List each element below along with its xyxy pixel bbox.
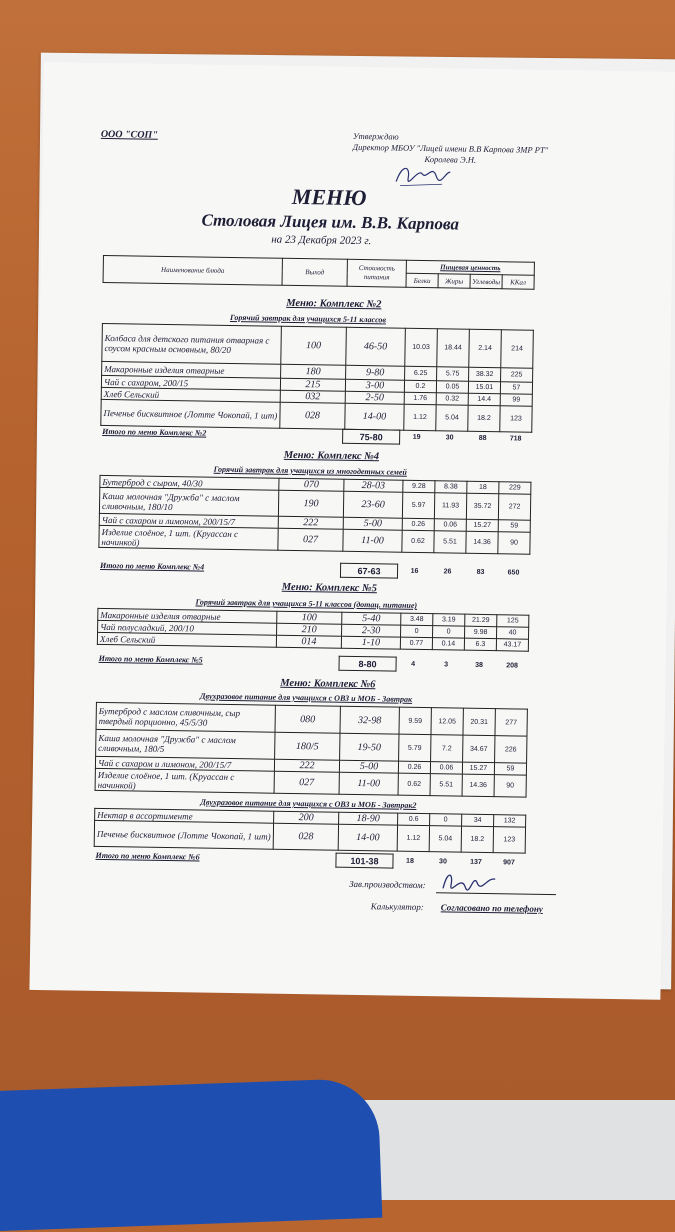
dish-output: 027: [278, 528, 343, 551]
dish-protein: 0.62: [398, 773, 430, 795]
dish-carbs: 14.36: [462, 774, 494, 796]
total-carbs: 88: [478, 434, 487, 442]
col-protein-header: Белки: [406, 273, 438, 288]
dish-kcal: 123: [500, 406, 532, 432]
approval-text: Директор МБОУ "Лицей имени В.В Карпова ЗМР РТ": [352, 141, 549, 155]
dish-carbs: 34.67: [463, 735, 495, 762]
total-kcal: 650: [507, 569, 520, 577]
dish-protein: 10.03: [405, 328, 438, 366]
dish-protein: 5.79: [399, 734, 431, 761]
dish-protein: 9.59: [399, 707, 431, 734]
dish-fat: 0.06: [434, 519, 466, 532]
dish-price: 14-00: [345, 403, 404, 430]
dish-fat: 3.19: [433, 614, 465, 627]
dish-name: Бутерброд с сыром, 40/30: [100, 475, 279, 490]
dish-fat: 18.44: [437, 329, 470, 367]
dish-carbs: 20.31: [463, 708, 495, 735]
col-carbs-header: Углеводы: [470, 274, 502, 289]
menu-table: [98, 475, 531, 555]
canteen-name: Столовая Лицея им. В.В. Карпова: [201, 210, 460, 234]
dish-carbs: 15.01: [468, 381, 500, 394]
chief-label: Зав.производством:: [349, 878, 426, 891]
total-row: [335, 853, 525, 871]
total-row: [340, 563, 530, 581]
total-fat: 26: [443, 568, 452, 576]
dish-output: 027: [274, 771, 339, 794]
total-row: [338, 656, 528, 674]
calculator-label: Калькулятор:: [370, 901, 424, 913]
dish-protein: 0.62: [402, 530, 434, 552]
dish-kcal: 277: [495, 709, 527, 736]
dish-price: 28-03: [344, 479, 403, 492]
menu-table: [100, 323, 534, 433]
total-fat: 30: [439, 858, 447, 866]
dish-kcal: 125: [497, 615, 529, 628]
dish-output: 100: [277, 611, 342, 624]
dish-price: 11-00: [339, 772, 398, 795]
dish-kcal: 123: [493, 827, 525, 853]
col-fat-header: Жиры: [438, 274, 470, 289]
dish-carbs: 15.27: [466, 519, 498, 532]
col-price-header: Стоимость питания: [347, 259, 406, 287]
total-fat: 30: [445, 434, 454, 442]
dish-name: Печенье бисквитное (Лотте Чокопай, 1 шт): [101, 399, 280, 428]
total-label: Итого по меню Комплекс №5: [98, 653, 203, 665]
dish-protein: 0.26: [398, 761, 430, 774]
total-kcal: 907: [503, 859, 515, 867]
col-nutrition-header: Пищевая ценность: [406, 260, 534, 275]
dish-output: 028: [273, 823, 338, 850]
dish-kcal: 132: [494, 815, 526, 828]
dish-fat: 5.04: [436, 405, 468, 431]
dish-output: 180: [281, 364, 346, 379]
page-title: МЕНЮ: [291, 183, 367, 211]
total-protein: 16: [410, 567, 419, 575]
dish-protein: 1.12: [404, 404, 436, 430]
dish-name: Каша молочная "Дружба" с маслом сливочным, 180/5: [96, 729, 275, 759]
dish-fat: 5.51: [430, 774, 462, 796]
calculator-value: Согласовано по телефону: [440, 902, 543, 914]
dish-kcal: 59: [498, 520, 530, 533]
dish-carbs: 6.3: [464, 638, 496, 651]
total-protein: 18: [406, 857, 414, 865]
dish-price: 1-10: [341, 636, 400, 649]
dish-kcal: 40: [496, 627, 528, 640]
col-kcal-header: ККал: [502, 275, 534, 290]
dish-name: Изделие слоёное, 1 шт. (Круассан с начинкой): [95, 768, 274, 793]
dish-name: Нектар в ассортименте: [95, 808, 274, 823]
total-carbs: 137: [470, 858, 482, 866]
section-title: Меню: Комплекс №6: [280, 677, 376, 691]
dish-kcal: 90: [498, 532, 530, 554]
total-carbs: 38: [475, 661, 484, 669]
dish-fat: 5.04: [429, 826, 461, 852]
total-kcal: 208: [506, 662, 518, 670]
menu-date: на 23 Декабря 2023 г.: [271, 233, 372, 248]
approval-block: [352, 131, 582, 168]
subsection-title: Горячий завтрак для учащихся из многодетных семей: [213, 464, 407, 477]
dish-price: 5-00: [343, 517, 402, 530]
dish-fat: 8.38: [435, 481, 467, 494]
dish-protein: 0: [401, 625, 433, 638]
dish-price: 2-30: [342, 624, 401, 637]
dish-carbs: 14.36: [466, 531, 498, 553]
section-title: Меню: Комплекс №5: [281, 581, 378, 595]
dish-protein: 5.97: [402, 492, 434, 518]
director-signature-icon: [392, 159, 452, 190]
subsection-title: Горячий завтрак для учащихся 5-11 классов: [229, 312, 387, 325]
total-values: [343, 429, 533, 446]
total-fat: 3: [444, 661, 449, 669]
dish-fat: 0: [433, 626, 465, 639]
dish-carbs: 18.2: [461, 826, 493, 852]
dish-output: 210: [277, 623, 342, 636]
dish-name: Хлеб Сельский: [101, 387, 280, 402]
total-protein: 19: [412, 433, 421, 441]
col-output-header: Выход: [282, 258, 347, 286]
dish-carbs: 38.32: [469, 367, 501, 382]
approval-label: Утверждаю: [352, 130, 399, 142]
dish-protein: 6.25: [405, 366, 437, 381]
dish-price: 11-00: [343, 529, 402, 552]
dish-carbs: 15.27: [462, 762, 494, 775]
dish-protein: 0.6: [398, 813, 430, 826]
chief-signature-icon: [439, 868, 499, 895]
dish-fat: 5.51: [434, 531, 466, 553]
dish-name: Каша молочная "Дружба" с маслом сливочным, 180/10: [99, 487, 278, 516]
dish-carbs: 14.4: [468, 393, 500, 406]
dish-output: 180/5: [275, 732, 340, 760]
total-label: Итого по меню Комплекс №2: [102, 426, 207, 438]
dish-carbs: 35.72: [466, 493, 498, 519]
dish-fat: 0.06: [430, 762, 462, 775]
menu-document: [29, 62, 674, 1000]
dish-fat: 0.32: [436, 393, 468, 406]
dish-kcal: 272: [498, 494, 530, 520]
column-header-table: [103, 255, 535, 290]
subsection-title: Двухразовое питание для учащихся с ОВЗ и МОБ - Завтрак2: [200, 797, 417, 810]
dish-carbs: 21.29: [465, 614, 497, 627]
total-carbs: 83: [476, 568, 485, 576]
dish-carbs: 2.14: [469, 329, 502, 367]
dish-kcal: 43.17: [496, 639, 528, 652]
dish-name: Чай полусладкий, 200/10: [98, 620, 277, 635]
dish-price: 46-50: [346, 327, 406, 366]
dish-kcal: 99: [500, 394, 532, 407]
dish-price: 19-50: [340, 733, 399, 761]
dish-protein: 0.26: [402, 518, 434, 531]
dish-fat: 7.2: [431, 735, 463, 762]
dish-name: Изделие слоёное, 1 шт. (Круассан с начинкой): [99, 525, 278, 550]
subsection-title: Горячий завтрак для учащихся 5-11 классов (дотац. питание): [195, 597, 418, 610]
dish-output: 070: [279, 478, 344, 491]
dish-output: 080: [275, 705, 340, 733]
dish-output: 222: [278, 516, 343, 529]
blue-chair: [0, 1078, 382, 1232]
total-price: 75-80: [343, 429, 400, 444]
dish-fat: 11.93: [434, 493, 466, 519]
dish-output: 200: [274, 811, 339, 824]
dish-price: 2-50: [345, 391, 404, 404]
dish-output: 032: [280, 390, 345, 403]
subsection-title: Двухразовое питание для учащихся с ОВЗ и МОБ - Завтрак: [199, 691, 413, 704]
dish-price: 3-00: [345, 379, 404, 392]
dish-kcal: 226: [495, 736, 527, 763]
dish-kcal: 90: [494, 775, 526, 797]
total-values: [336, 853, 526, 870]
dish-output: 028: [280, 402, 345, 429]
total-price: 101-38: [336, 853, 393, 868]
section-title: Меню: Комплекс №2: [286, 297, 382, 311]
total-protein: 4: [411, 660, 416, 668]
menu-table: [95, 702, 528, 798]
dish-name: Чай с сахаром, 200/15: [101, 375, 280, 390]
dish-price: 18-90: [339, 812, 398, 825]
total-kcal: 718: [509, 435, 522, 443]
dish-price: 5-00: [339, 760, 398, 773]
menu-row: [94, 820, 525, 853]
dish-protein: 3.48: [401, 613, 433, 626]
total-price: 67-63: [340, 563, 397, 578]
dish-kcal: 214: [501, 330, 534, 368]
dish-carbs: 9.98: [465, 626, 497, 639]
menu-table: [94, 808, 527, 854]
dish-output: 190: [278, 490, 343, 517]
dish-protein: 0.2: [404, 380, 436, 393]
approver-name: Королева Э.Н.: [424, 153, 477, 165]
dish-fat: 12.05: [431, 708, 463, 735]
dish-price: 9-80: [346, 365, 405, 380]
dish-price: 14-00: [338, 824, 397, 851]
total-label: Итого по меню Комплекс №6: [95, 850, 200, 862]
dish-output: 014: [276, 635, 341, 648]
total-label: Итого по меню Комплекс №4: [100, 560, 205, 572]
dish-name: Колбаса для детского питания отварная с соусом красным основным, 80/20: [102, 323, 282, 364]
dish-protein: 1.12: [397, 825, 429, 851]
dish-fat: 0.05: [436, 381, 468, 394]
dish-protein: 0.77: [400, 637, 432, 650]
total-values: [340, 563, 530, 580]
organization-name: ООО "СОП": [100, 128, 158, 141]
dish-carbs: 34: [462, 814, 494, 827]
dish-output: 215: [280, 378, 345, 391]
dish-fat: 5.75: [437, 367, 469, 382]
total-price: 8-80: [339, 656, 396, 671]
dish-protein: 9.28: [403, 480, 435, 493]
dish-carbs: 18.2: [468, 405, 500, 431]
dish-output: 222: [274, 759, 339, 772]
dish-output: 100: [281, 326, 347, 365]
dish-name: Хлеб Сельский: [97, 632, 276, 647]
total-values: [339, 656, 529, 673]
menu-table: [97, 608, 530, 652]
dish-kcal: 57: [500, 382, 532, 395]
dish-kcal: 229: [499, 482, 531, 495]
dish-fat: 0: [430, 814, 462, 827]
dish-name: Печенье бисквитное (Лотте Чокопай, 1 шт): [94, 820, 273, 849]
section-title: Меню: Комплекс №4: [283, 449, 380, 463]
dish-carbs: 18: [467, 481, 499, 494]
dish-name: Бутерброд с маслом сливочным, сыр твердый порционно, 45/5/30: [96, 702, 275, 732]
dish-protein: 1.76: [404, 392, 436, 405]
dish-kcal: 225: [501, 368, 533, 383]
dish-price: 32-98: [340, 706, 399, 734]
dish-fat: 0.14: [432, 638, 464, 651]
dish-name: Макаронные изделия отварные: [102, 361, 281, 378]
dish-name: Чай с сахаром и лимоном, 200/15/7: [95, 756, 274, 771]
total-row: [342, 429, 532, 447]
dish-price: 23-60: [343, 491, 402, 518]
dish-name: Чай с сахаром и лимоном, 200/15/7: [99, 513, 278, 528]
col-name-header: Наименование блюда: [103, 255, 282, 285]
dish-price: 5-40: [342, 612, 401, 625]
dish-name: Макаронные изделия отварные: [98, 608, 277, 623]
dish-kcal: 59: [494, 763, 526, 776]
